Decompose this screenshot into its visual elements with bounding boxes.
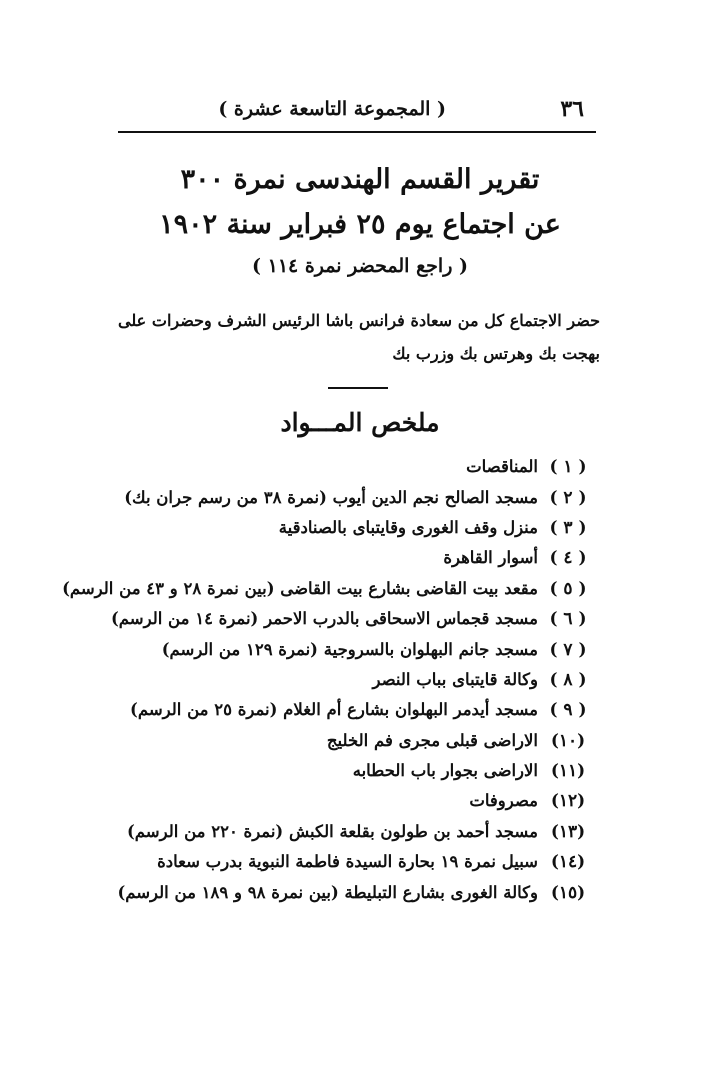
item-number: ( ٥ ) bbox=[549, 578, 587, 599]
item-text: مسجد أحمد بن طولون بقلعة الكبش (نمرة ٢٢٠ من الرسم) bbox=[127, 821, 538, 841]
item-text: مسجد أيدمر البهلوان بشارع أم الغلام (نمرة ٢٥ من الرسم) bbox=[130, 700, 538, 720]
item-number: ( ٩ ) bbox=[549, 700, 587, 721]
item-number: (١٠) bbox=[550, 730, 586, 751]
item-text: مقعد بيت القاضى بشارع بيت القاضى (بين نمرة ٢٨ و ٤٣ من الرسم) bbox=[62, 578, 538, 598]
item-text: مسجد الصالح نجم الدين أيوب (نمرة ٣٨ من رسم جران بك) bbox=[124, 487, 538, 507]
item-number: ( ٨ ) bbox=[549, 669, 587, 690]
list-item bbox=[120, 756, 590, 786]
item-text: وكالة الغورى بشارع التبليطة (بين نمرة ٩٨ و ١٨٩ من الرسم) bbox=[117, 882, 538, 902]
item-number: ( ٢ ) bbox=[549, 487, 587, 508]
item-number: (١٣) bbox=[550, 821, 586, 842]
list-item bbox=[120, 847, 590, 877]
header-rule bbox=[118, 131, 596, 133]
title-reference: ( راجع المحضر نمرة ١١٤ ) bbox=[252, 255, 468, 277]
item-text: منزل وقف الغورى وقايتباى بالصنادقية bbox=[278, 517, 538, 537]
item-text: وكالة قايتباى بباب النصر bbox=[372, 669, 538, 689]
item-number: (١١) bbox=[550, 761, 586, 782]
list-item bbox=[120, 543, 590, 573]
list-item bbox=[120, 817, 590, 847]
section-divider bbox=[328, 387, 388, 389]
item-number: ( ٣ ) bbox=[549, 517, 587, 538]
item-text: أسوار القاهرة bbox=[443, 548, 538, 568]
item-text: مسجد قجماس الاسحاقى بالدرب الاحمر (نمرة ١٤ من الرسم) bbox=[110, 609, 538, 629]
list-item bbox=[117, 877, 590, 907]
items-list bbox=[62, 452, 590, 908]
running-header bbox=[118, 96, 596, 130]
list-item bbox=[120, 513, 590, 543]
list-item bbox=[120, 726, 590, 756]
item-number: ( ٧ ) bbox=[549, 639, 587, 660]
item-number: ( ١ ) bbox=[549, 457, 587, 478]
summary-heading: ملخص المـــواد bbox=[280, 408, 440, 437]
page-number: ٣٦ bbox=[560, 96, 584, 122]
collection-name: ( المجموعة التاسعة عشرة ) bbox=[218, 98, 446, 120]
list-item bbox=[120, 786, 590, 816]
item-text: سبيل نمرة ١٩ بحارة السيدة فاطمة النبوية بدرب سعادة bbox=[157, 852, 538, 872]
list-item bbox=[120, 634, 590, 664]
list-item bbox=[62, 574, 590, 604]
list-item bbox=[120, 695, 590, 725]
title-line-1: تقرير القسم الهندسى نمرة ٣٠٠ bbox=[180, 164, 540, 195]
item-text: المناقصات bbox=[466, 457, 538, 477]
item-text: الاراضى بجوار باب الحطابه bbox=[352, 761, 538, 781]
item-number: (١٤) bbox=[550, 852, 586, 873]
report-title bbox=[100, 158, 620, 284]
item-number: (١٢) bbox=[550, 791, 586, 812]
item-text: مسجد جانم البهلوان بالسروجية (نمرة ١٢٩ من الرسم) bbox=[161, 639, 538, 659]
item-number: ( ٦ ) bbox=[549, 609, 587, 630]
item-text: الاراضى قبلى مجرى فم الخليج bbox=[326, 730, 538, 750]
list-item bbox=[120, 452, 590, 482]
attendance-paragraph: حضر الاجتماع كل من سعادة فرانس باشا الرئيس الشرف وحضرات على بهجت بك وهرتس بك وزرب بك bbox=[118, 311, 600, 363]
title-line-2: عن اجتماع يوم ٢٥ فبراير سنة ١٩٠٢ bbox=[159, 209, 561, 240]
list-item bbox=[120, 665, 590, 695]
item-number: (١٥) bbox=[550, 882, 586, 903]
item-number: ( ٤ ) bbox=[549, 548, 587, 569]
item-text: مصروفات bbox=[469, 791, 538, 811]
list-item bbox=[110, 604, 590, 634]
list-item bbox=[120, 482, 590, 512]
